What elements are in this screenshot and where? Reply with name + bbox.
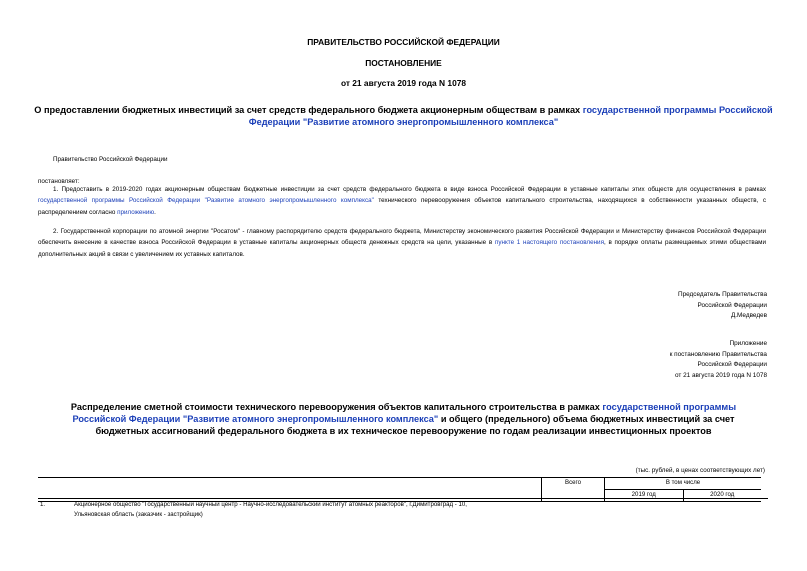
appendix-line-4: от 21 августа 2019 года N 1078 [674,371,767,379]
paragraph-2-text-b: , в порядке оплаты размещаемых этими обществами дополнительных акций в связи с увеличением их уставных капиталов. [38,239,766,258]
paragraph-1-text-a: 1. Предоставить в 2019-2020 годах акционерным обществам бюджетные инвестиции за счет средств федерального бюджета в виде взноса Российской Федерации в уставные капиталы этих обществ для осуществления в рамках [53,186,766,193]
table-units-note: (тыс. рублей, в ценах соответствующих лет) [635,467,765,474]
paragraph-1-text-b: технического перевооружения объектов капитального строительства, находящихся в собственности указанных обществ, с распределением согласно [38,197,767,216]
appendix-line-1: Приложение [729,340,767,347]
table-header-total: Всего [542,478,605,502]
table-row-object-line-1: Акционерное общество "Государственный научный центр - Научно-исследовательский институт атомных реакторов", г.Димитровград - 10, [74,501,467,508]
appendix-title-text-1: Распределение сметной стоимости технического перевооружения объектов капитального строительства в рамках [70,402,603,412]
paragraph-2-text-a: 2. Государственной корпорации по атомной энергии "Росатом" - главному распорядителю средств федерального бюджета, Министерству экономического развития Российской Федерации и Министерству финансов Российской Федерации обеспечить внесение в качестве взноса Российской Федерации в уставные капиталы акционерных обществ денежных средств на цели, указанные в [38,228,766,247]
appendix-link[interactable]: приложению [117,208,155,216]
table-row-number: 1. [40,501,46,508]
appendix-block [670,339,767,381]
signature-line-1: Председатель Правительства [678,291,767,298]
document-title-text: О предоставлении бюджетных инвестиций за счет средств федерального бюджета акционерным обществам в рамках [34,105,583,115]
signature-block [678,290,767,322]
appendix-line-3: Российской Федерации [697,361,767,368]
document-type-heading: ПОСТАНОВЛЕНИЕ [365,58,442,68]
table-header-2020: 2020 год [683,490,761,502]
table-header-row-1 [38,478,761,490]
decree-word: постановляет: [38,178,80,185]
state-program-link-2[interactable]: государственной программы Российской Федерации "Развитие атомного энергопромышленного комплекса" [38,197,374,205]
appendix-title-text-2: и общего (предельного) объема бюджетных инвестиций за счет бюджетных ассигнований федерального бюджета в их техническое перевооружение по годам реализации инвестиционных проектов [95,414,735,436]
table-header-including: В том числе [605,478,762,490]
document-title [30,104,777,128]
table-bottom-rule [38,498,768,499]
paragraph-1 [38,184,766,218]
appendix-title [48,401,759,437]
paragraph-1-text-c: . [154,208,156,216]
document-date-number: от 21 августа 2019 года N 1078 [340,78,467,88]
state-program-link-3[interactable]: государственной программы Российской Федерации "Развитие атомного энергопромышленного комплекса" [72,402,737,424]
signature-line-2: Российской Федерации [697,301,767,309]
appendix-line-2: к постановлению Правительства [669,350,767,358]
signature-line-3: Д.Медведев [730,312,767,319]
point-1-link[interactable]: пункте 1 настоящего постановления [494,239,604,247]
issuer-text: Правительство Российской Федерации [53,156,168,163]
paragraph-2 [38,226,766,260]
state-program-link[interactable]: государственной программы Российской Федерации "Развитие атомного энергопромышленного комплекса" [248,105,773,127]
table-row-object-line-2: Ульяновская область (заказчик - застройщик) [74,511,203,518]
government-heading: ПРАВИТЕЛЬСТВО РОССИЙСКОЙ ФЕДЕРАЦИИ [307,37,500,47]
table-header-2019: 2019 год [605,490,684,502]
